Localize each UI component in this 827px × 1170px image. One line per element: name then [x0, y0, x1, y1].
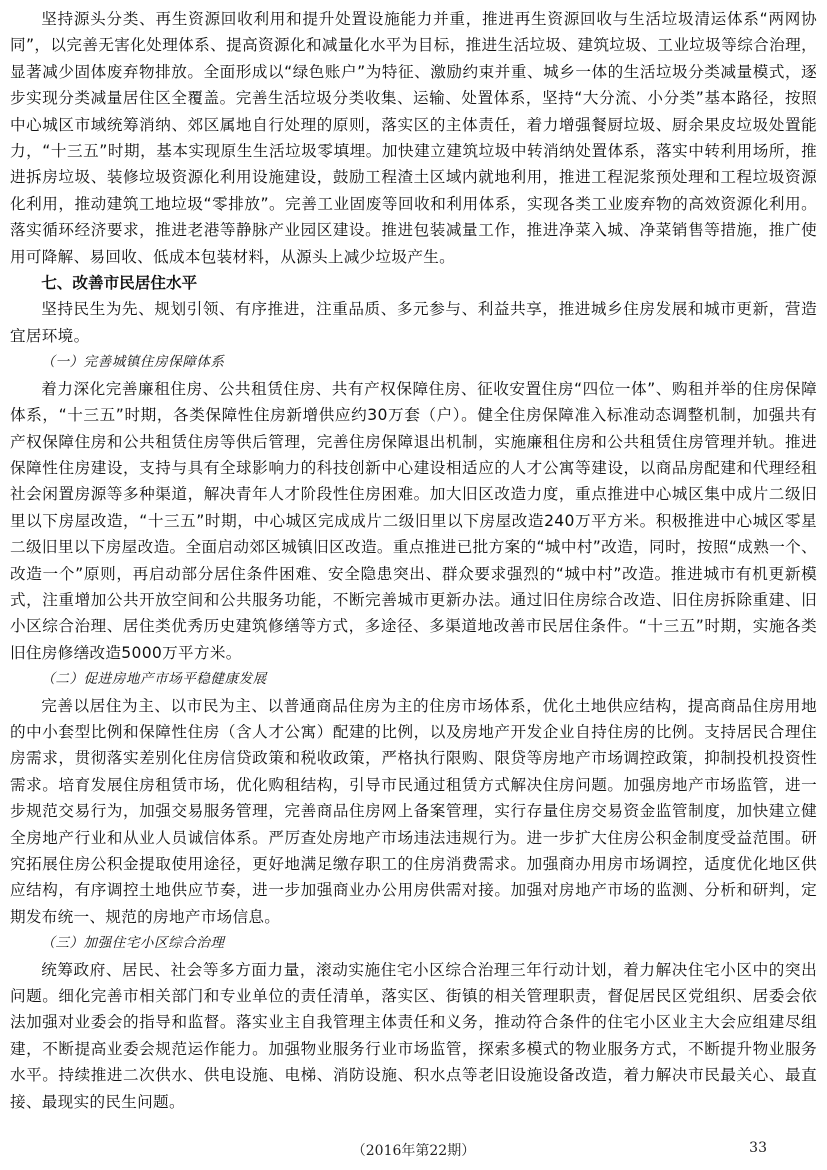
- page-footer: [0, 1140, 827, 1164]
- subheading-real-estate-market: （二）促进房地产市场平稳健康发展: [41, 671, 267, 688]
- paragraph-real-estate-market: 完善以居住为主、以市民为主、以普通商品住房为主的住房市场体系，优化土地供应结构，提高商品住房用地的中小套型比例和保障性住房（含人才公寓）配建的比例，以及房地产开发企业自持住房的比例。支持居民合理住房需求，贯彻落实差别化住房信贷政策和税收政策，严格执行限购、限贷等房地产市场调控政策，抑制投机投资性需求。培育发展住房租赁市场，优化购租结构，引导市民通过租赁方式解决住房问题。加强房地产市场监管，进一步规范交易行为，加强交易服务管理，完善商品住房网上备案管理，实行存量住房交易资金监管制度，加快建立健全房地产行业和从业人员诚信体系。严厉查处房地产市场违法违规行为。进一步扩大住房公积金制度受益范围。研究拓展住房公积金提取使用途径，更好地满足缴存职工的住房消费需求。加强商办用房市场调控，适度优化地区供应结构，有序调控土地供应节奏，进一步加强商业办公用房供需对接。加强对房地产市场的监测、分析和研判，定期发布统一、规范的房地产市场信息。: [10, 696, 817, 926]
- paragraph-section-intro: 坚持民生为先、规划引领、有序推进，注重品质、多元参与、利益共享，推进城乡住房发展和城市更新，营造宜居环境。: [10, 300, 817, 345]
- subheading-residential-governance: （三）加强住宅小区综合治理: [41, 935, 225, 952]
- section-heading-housing: 七、改善市民居住水平: [41, 274, 198, 293]
- subheading-housing-security: （一）完善城镇住房保障体系: [41, 354, 225, 371]
- paragraph-residential-governance: 统筹政府、居民、社会等多方面力量，滚动实施住宅小区综合治理三年行动计划，着力解决住宅小区中的突出问题。细化完善市相关部门和专业单位的责任清单，落实区、街镇的相关管理职责，督促居民区党组织、居委会依法加强对业委会的指导和监督。落实业主自我管理主体责任和义务，推动符合条件的住宅小区业主大会应组建尽组建，不断提高业委会规范运作能力。加强物业服务行业市场监管，探索多模式的物业服务方式，不断提升物业服务水平。持续推进二次供水、供电设施、电梯、消防设施、积水点等老旧设施设备改造，着力解决市民最关心、最直接、最现实的民生问题。: [10, 960, 817, 1111]
- paragraph-housing-security: 着力深化完善廉租住房、公共租赁住房、共有产权保障住房、征收安置住房“四位一体”、购租并举的住房保障体系，“十三五”时期，各类保障性住房新增供应约30万套（户）。健全住房保障准入标准动态调整机制，加强共有产权保障住房和公共租赁住房等供后管理，完善住房保障退出机制，实施廉租住房和公共租赁住房管理并轨。推进保障性住房建设，支持与具有全球影响力的科技创新中心建设相适应的人才公寓等建设，以商品房配建和代理经租社会闲置房源等多种渠道，解决青年人才阶段性住房困难。加大旧区改造力度，重点推进中心城区集中成片二级旧里以下房屋改造，“十三五”时期，中心城区完成成片二级旧里以下房屋改造240万平方米。积极推进中心城区零星二级旧里以下房屋改造。全面启动郊区城镇旧区改造。重点推进已批方案的“城中村”改造，同时，按照“成熟一个、改造一个”原则，再启动部分居住条件困难、安全隐患突出、群众要求强烈的“城中村”改造。推进城市有机更新模式，注重增加公共开放空间和公共服务功能，不断完善城市更新办法。通过旧住房综合改造、旧住房拆除重建、旧小区综合治理、居住类优秀历史建筑修缮等方式，多途径、多渠道地改善市民居住条件。“十三五”时期，实施各类旧住房修缮改造5000万平方米。: [10, 379, 817, 662]
- issue-label: （2016年第22期）: [351, 1143, 476, 1159]
- page-number: 33: [749, 1140, 767, 1156]
- paragraph-waste-management: 坚持源头分类、再生资源回收利用和提升处置设施能力并重，推进再生资源回收与生活垃圾清运体系“两网协同”，以完善无害化处理体系、提高资源化和减量化水平为目标，推进生活垃圾、建筑垃圾、工业垃圾等综合治理，显著减少固体废弃物排放。全面形成以“绿色账户”为特征、激励约束并重、城乡一体的生活垃圾分类减量模式，逐步实现分类减量居住区全覆盖。完善生活垃圾分类收集、运输、处置体系，坚持“大分流、小分类”基本路径，按照中心城区市域统筹消纳、郊区属地自行处理的原则，落实区的主体责任，着力增强餐厨垃圾、厨余果皮垃圾处置能力，“十三五”时期，基本实现原生生活垃圾零填埋。加快建立建筑垃圾中转消纳处置体系，落实中转利用场所，推进拆房垃圾、装修垃圾资源化利用设施建设，鼓励工程渣土区域内就地利用，推进工程泥浆预处理和工程垃圾资源化利用，推动建筑工地垃圾“零排放”。完善工业固废等回收和利用体系，实现各类工业废弃物的高效资源化利用。落实循环经济要求，推进老港等静脉产业园区建设。推进包装减量工作，推进净菜入城、净菜销售等措施，推广使用可降解、易回收、低成本包装材料，从源头上减少垃圾产生。: [10, 10, 817, 266]
